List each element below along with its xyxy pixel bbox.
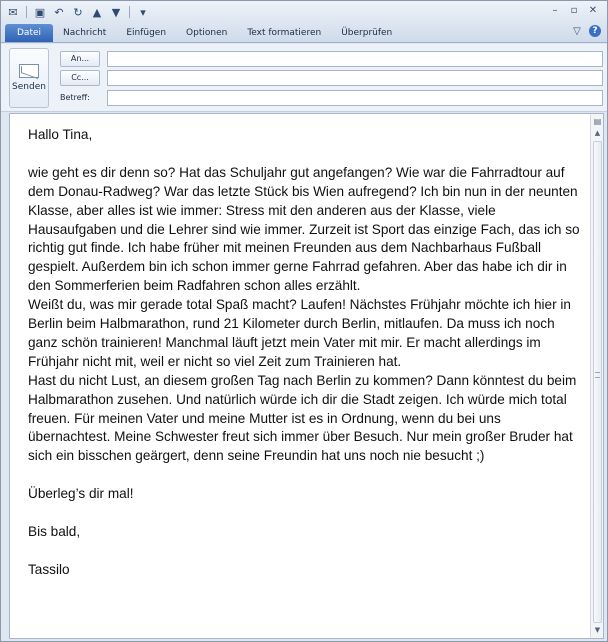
ribbon-tabs: [1, 23, 607, 43]
send-envelope-icon: [19, 64, 39, 78]
subject-field[interactable]: [107, 90, 603, 106]
ribbon-collapse-icon[interactable]: ▽: [573, 25, 581, 37]
down-arrow-icon[interactable]: ▼: [111, 5, 121, 19]
message-text[interactable]: [28, 126, 586, 580]
to-field[interactable]: [107, 51, 603, 67]
paragraph-2: Weißt du, was mir gerade total Spaß macht? Laufen! Nächstes Frühjahr möchte ich hier in Berlin beim Halbmarathon, rund 21 Kilometer durch Berlin, mitlaufen. Da muss ich noch ganz schön trainieren! Manchmal läuft jetzt mein Vater mit mir. Er macht allerdings im Frühjahr nicht mit, weil er nicht so viel Zeit zum Trainieren hat.: [28, 297, 571, 369]
paragraph-3: Hast du nicht Lust, an diesem großen Tag nach Berlin zu kommen? Dann könntest du beim Halbmarathon zusehen. Und natürlich würde ich dir die Stadt zeigen. Ich würde mich total freuen. Für meinen Vater und meine Mutter ist es in Ordnung, wenn du bei uns übernachtest. Meine Schwester freut sich immer über Besuch. Nur mein großer Bruder hat sich ein bisschen geärgert, denn seine Freundin hat uns noch nie besucht ;): [28, 372, 577, 464]
quick-access-toolbar: [1, 4, 151, 20]
blank-line: [28, 542, 586, 561]
ribbon-right-controls: [571, 25, 601, 37]
tab-file[interactable]: Datei: [5, 24, 53, 42]
tab-review[interactable]: Überprüfen: [341, 28, 393, 38]
minimize-icon[interactable]: –: [552, 5, 558, 16]
maximize-icon[interactable]: ▫: [570, 5, 578, 16]
blank-line: [28, 504, 586, 523]
close-icon[interactable]: ✕: [588, 5, 598, 16]
ruler-toggle-icon[interactable]: ▤: [593, 117, 602, 126]
send-label: Senden: [12, 82, 46, 92]
signature: Tassilo: [28, 561, 70, 577]
cc-button[interactable]: Cc...: [60, 70, 100, 86]
title-bar: [1, 1, 607, 23]
cc-field[interactable]: [107, 70, 603, 86]
blank-line: [28, 145, 586, 164]
redo-icon[interactable]: ↻: [73, 5, 83, 19]
tab-format-text[interactable]: Text formatieren: [247, 28, 322, 38]
tab-insert[interactable]: Einfügen: [126, 28, 167, 38]
save-icon[interactable]: ▣: [34, 5, 46, 19]
undo-icon[interactable]: ↶: [54, 5, 64, 19]
up-arrow-icon[interactable]: ▲: [92, 5, 102, 19]
paragraph-1: wie geht es dir denn so? Hat das Schuljahr gut angefangen? Wie war die Fahrradtour auf dem Donau-Radweg? War das letzte Stück bis Wien aufregend? Ich bin nun in der neunten Klasse, aber alles ist wie immer: Stress mit den anderen aus der Klasse, viele Hausaufgaben und die Lehrer sind wie immer. Zurzeit ist Sport das einzige Fach, das ich so richtig gut finde. Ich habe früher mit meinen Freunden aus dem Nachbarhaus Fußball gespielt. Außerdem bin ich schon immer gerne Fahrrad gefahren. Aber das habe ich dir in den Sommerferien beim Radfahren schon alles erzählt.: [28, 164, 580, 294]
qat-separator: [129, 6, 130, 18]
closing-line: Bis bald,: [28, 523, 81, 539]
customize-icon[interactable]: ▾: [140, 5, 146, 19]
scroll-down-icon[interactable]: ▼: [594, 626, 601, 634]
tab-options[interactable]: Optionen: [186, 28, 228, 38]
greeting: Hallo Tina,: [28, 127, 93, 142]
vertical-scrollbar[interactable]: [590, 114, 603, 638]
tab-message[interactable]: Nachricht: [63, 28, 107, 38]
window-controls: [547, 4, 601, 18]
message-body[interactable]: [9, 113, 604, 639]
blank-line: [28, 466, 586, 485]
subject-label: Betreff:: [60, 93, 90, 102]
think-about-it-line: Überleg’s dir mal!: [28, 486, 134, 502]
scroll-up-icon[interactable]: ▲: [594, 129, 601, 137]
outlook-icon[interactable]: ✉: [8, 5, 18, 19]
help-icon[interactable]: ?: [589, 25, 601, 37]
scroll-thumb[interactable]: [593, 141, 602, 623]
to-button[interactable]: An...: [60, 51, 100, 67]
qat-separator: [26, 6, 27, 18]
send-button[interactable]: [9, 48, 49, 108]
thumb-grip-icon: [595, 372, 600, 378]
message-header: [1, 44, 607, 112]
